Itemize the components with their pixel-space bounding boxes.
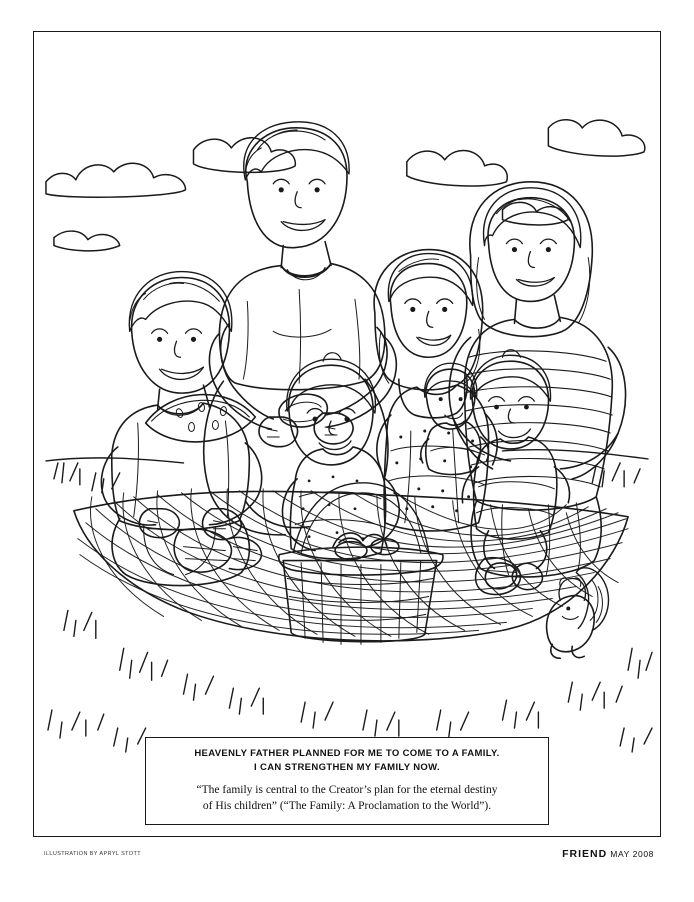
picnic-basket [279,483,443,644]
baby [462,350,569,590]
illustration-credit: ILLUSTRATION BY APRYL STOTT [44,851,141,857]
magazine-credit [562,848,654,860]
caption-box [145,737,549,825]
caption-line-2: I CAN STRENGTHEN MY FAMILY NOW. [254,762,440,773]
artwork-frame [33,31,661,837]
boy-with-watermelon [101,272,261,586]
grass [46,450,652,752]
magazine-name: FRIEND [562,848,608,860]
watermelon-slice [146,395,256,442]
squirrel [547,568,609,659]
caption-quote-line-1: “The family is central to the Creator’s plan for the eternal destiny [196,784,498,796]
caption-line-1: HEAVENLY FATHER PLANNED FOR ME TO COME TO A FAMILY. [194,748,500,759]
basket-food [333,533,399,560]
father [204,122,397,535]
caption-quote-line-2: of His children” (“The Family: A Proclamation to the World”). [202,800,492,812]
magazine-issue: MAY 2008 [610,849,654,859]
family-picnic-illustration [34,32,660,836]
